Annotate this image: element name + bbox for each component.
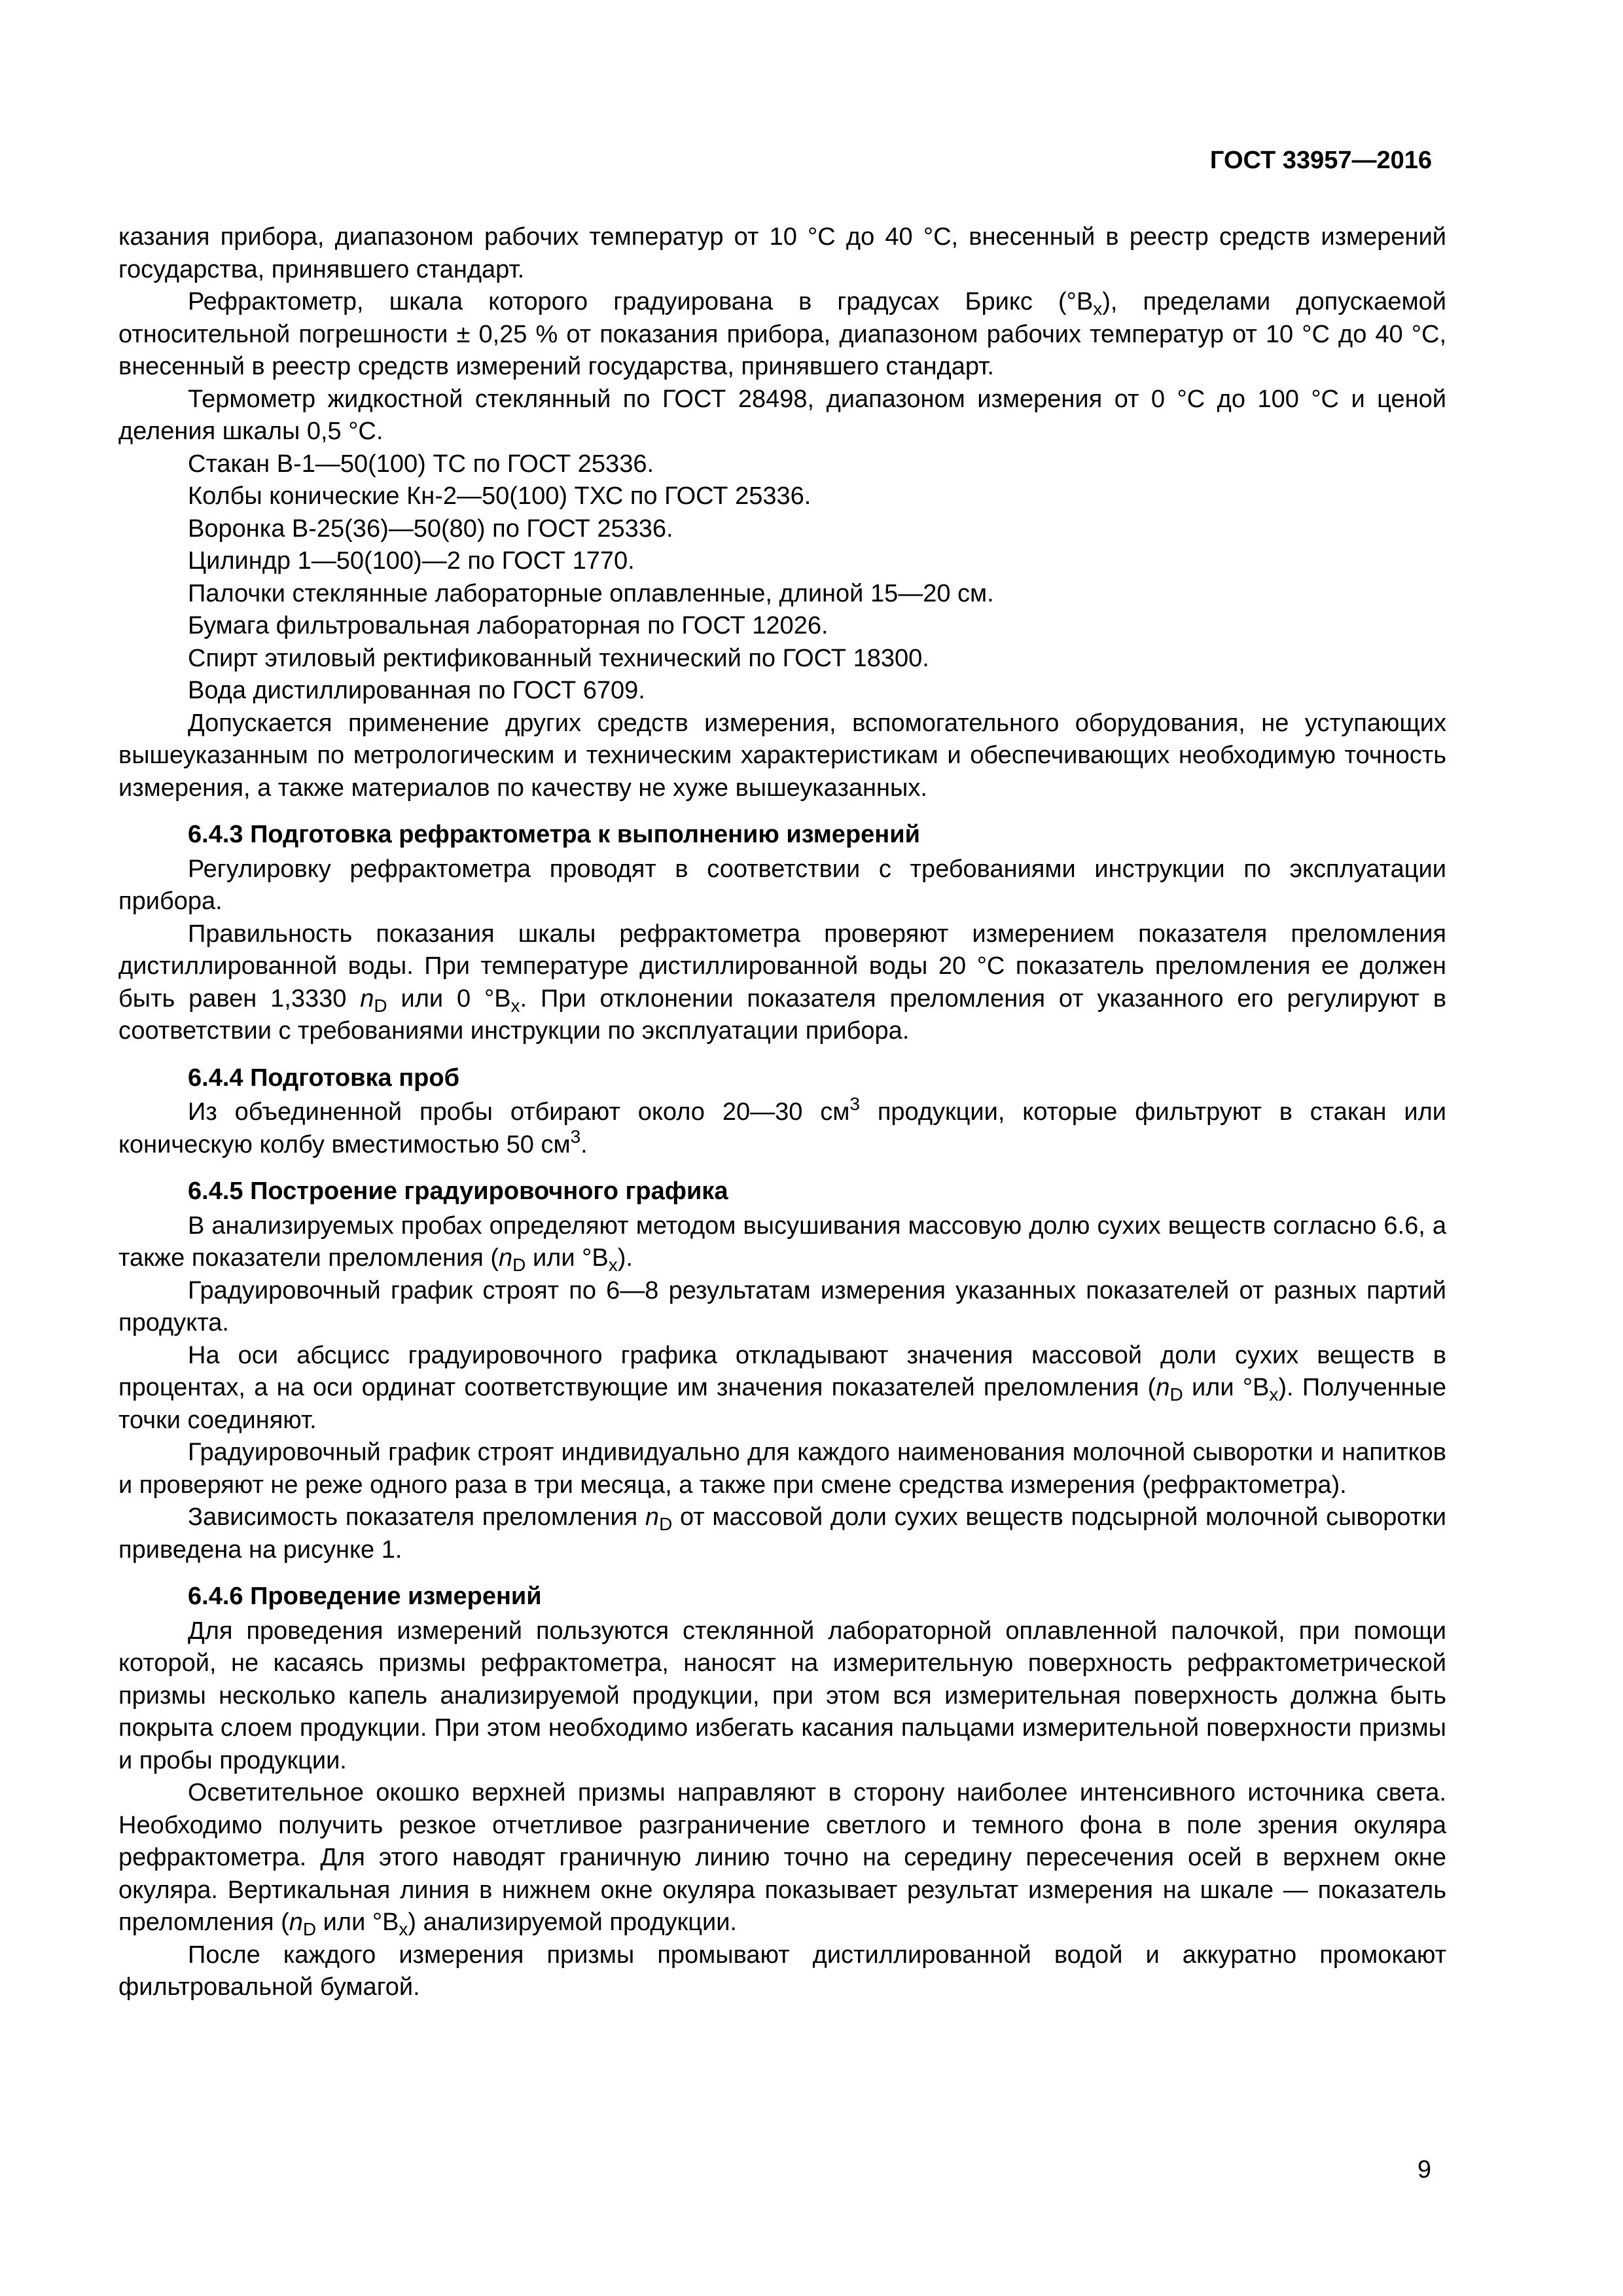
subscript: x <box>510 995 520 1016</box>
paragraph: Градуировочный график строят индивидуально для каждого наименования молочной сыворотки и напитков и проверяют не реже одного раза в три месяца, а также при смене средства измерения (рефрактометра). <box>118 1439 1446 1499</box>
page-number: 9 <box>1417 2156 1431 2183</box>
text: Из объединенной пробы отбирают около 20—30 см <box>188 1098 850 1126</box>
document-body <box>118 221 1446 2004</box>
paragraph: После каждого измерения призмы промывают дистиллированной водой и аккуратно промокают фильтровальной бумагой. <box>118 1941 1446 2001</box>
text: или °В <box>526 1244 609 1272</box>
list-item: Палочки стеклянные лабораторные оплавленные, длиной 15—20 см. <box>188 579 994 607</box>
list-item: Вода дистиллированная по ГОСТ 6709. <box>188 677 645 704</box>
text: от массовой доли сухих веществ подсырной молочной сыворотки приведена на рисунке 1. <box>118 1503 1446 1564</box>
paragraph: Градуировочный график строят по 6—8 результатам измерения указанных показателей от разных партий продукта. <box>118 1276 1446 1336</box>
paragraph-allowed-equipment: Допускается применение других средств измерения, вспомогательного оборудования, не уступающих вышеуказанным по метрологическим и техническим характеристикам и обеспечивающих необходимую точность измерения, а также материалов по качеству не хуже вышеуказанных. <box>118 709 1446 802</box>
text: Зависимость показателя преломления <box>188 1503 645 1531</box>
text: . <box>580 1130 588 1158</box>
paragraph-refractometer <box>118 286 1446 384</box>
paragraph <box>118 918 1446 1048</box>
text: Правильность показания шкалы рефрактометра проверяют измерением показателя преломления дистиллированной воды. При температуре дистиллированной воды 20 °С показатель преломления ее должен быть равен 1,3330 <box>118 920 1446 1013</box>
text: ), пределами допускаемой относительной погрешности ± 0,25 % от показания прибора, диапазоном рабочих температур от 10 °С до 40 °С, внесенный в реестр средств измерений государства, принявшего стандарт. <box>118 288 1446 380</box>
text: ) анализируемой продукции. <box>408 1909 737 1936</box>
subscript: D <box>302 1919 317 1939</box>
list-item: Колбы конические Кн-2—50(100) ТХС по ГОСТ 25336. <box>188 482 812 510</box>
text: или 0 °В <box>387 984 511 1013</box>
italic-symbol: n <box>360 984 374 1013</box>
italic-symbol: n <box>289 1909 303 1936</box>
subscript: x <box>1269 1384 1279 1405</box>
paragraph <box>118 1340 1446 1437</box>
superscript: 3 <box>849 1094 860 1114</box>
subscript: D <box>512 1255 526 1275</box>
paragraph <box>118 1777 1446 1939</box>
subscript: D <box>1169 1384 1183 1405</box>
list-item: Цилиндр 1—50(100)—2 по ГОСТ 1770. <box>188 547 635 575</box>
superscript: 3 <box>570 1126 581 1147</box>
text: продукции, которые фильтруют в стакан или коническую колбу вместимостью 50 см <box>118 1098 1446 1158</box>
paragraph <box>118 1096 1446 1161</box>
subscript: D <box>659 1514 673 1534</box>
paragraph: Регулировку рефрактометра проводят в соответствии с требованиями инструкции по эксплуатации прибора. <box>118 855 1446 915</box>
paragraph: Для проведения измерений пользуются стеклянной лабораторной оплавленной палочкой, при помощи которой, не касаясь призмы рефрактометра, наносят на измерительную поверхность рефрактометрической призмы несколько капель анализируемой продукции, при этом вся измерительная поверхность должна быть покрыта слоем продукции. При этом необходимо избегать касания пальцами измерительной поверхности призмы и пробы продукции. <box>118 1617 1446 1774</box>
subscript: x <box>1093 298 1103 319</box>
list-item: Бумага фильтровальная лабораторная по ГОСТ 12026. <box>188 612 829 639</box>
subscript: D <box>374 995 387 1016</box>
subscript: x <box>608 1255 618 1275</box>
paragraph-continuation: казания прибора, диапазоном рабочих температур от 10 °С до 40 °С, внесенный в реестр средств измерений государства, принявшего стандарт. <box>118 223 1446 283</box>
list-item: Стакан В-1—50(100) ТС по ГОСТ 25336. <box>188 450 654 478</box>
text: На оси абсцисс градуировочного графика откладывают значения массовой доли сухих веществ в процентах, а на оси ординат соответствующие им значения показателей преломления ( <box>118 1341 1446 1401</box>
text: Рефрактометр, шкала которого градуирована в градусах Брикс (°В <box>188 288 1094 315</box>
text: или °В <box>1183 1374 1270 1401</box>
section-heading-6-4-3: 6.4.3 Подготовка рефрактометра к выполнению измерений <box>188 821 920 848</box>
subscript: x <box>399 1919 408 1939</box>
text: . При отклонении показателя преломления от указанного его регулируют в соответствии с требованиями инструкции по эксплуатации прибора. <box>118 984 1447 1045</box>
section-heading-6-4-5: 6.4.5 Построение градуировочного графика <box>188 1177 728 1205</box>
document-header: ГОСТ 33957—2016 <box>1209 147 1432 174</box>
italic-symbol: n <box>1156 1374 1170 1401</box>
italic-symbol: n <box>645 1503 660 1531</box>
text: Осветительное окошко верхней призмы направляют в сторону наиболее интенсивного источника света. Необходимо получить резкое отчетливое разграничение светлого и темного фона в поле зрения окуляра рефрактометра. Для этого наводят граничную линию точно на середину пересечения осей в верхнем окне окуляра. Вертикальная линия в нижнем окне окуляра показывает результат измерения на шкале — показатель преломления ( <box>118 1779 1446 1936</box>
section-heading-6-4-6: 6.4.6 Проведение измерений <box>188 1583 542 1610</box>
text: ). <box>617 1244 633 1272</box>
list-item: Спирт этиловый ректификованный технический по ГОСТ 18300. <box>188 644 929 672</box>
italic-symbol: n <box>499 1244 513 1272</box>
list-item: Воронка В-25(36)—50(80) по ГОСТ 25336. <box>188 514 673 543</box>
text: ). Полученные точки соединяют. <box>118 1374 1446 1434</box>
paragraph-thermometer: Термометр жидкостной стеклянный по ГОСТ 28498, диапазоном измерения от 0 °С до 100 °С и ценой деления шкалы 0,5 °С. <box>118 385 1446 445</box>
section-heading-6-4-4: 6.4.4 Подготовка проб <box>188 1064 460 1092</box>
text: или °В <box>316 1909 399 1936</box>
text: В анализируемых пробах определяют методом высушивания массовую долю сухих веществ согласно 6.6, а также показатели преломления ( <box>118 1211 1446 1272</box>
paragraph <box>118 1501 1446 1566</box>
paragraph <box>118 1210 1446 1275</box>
